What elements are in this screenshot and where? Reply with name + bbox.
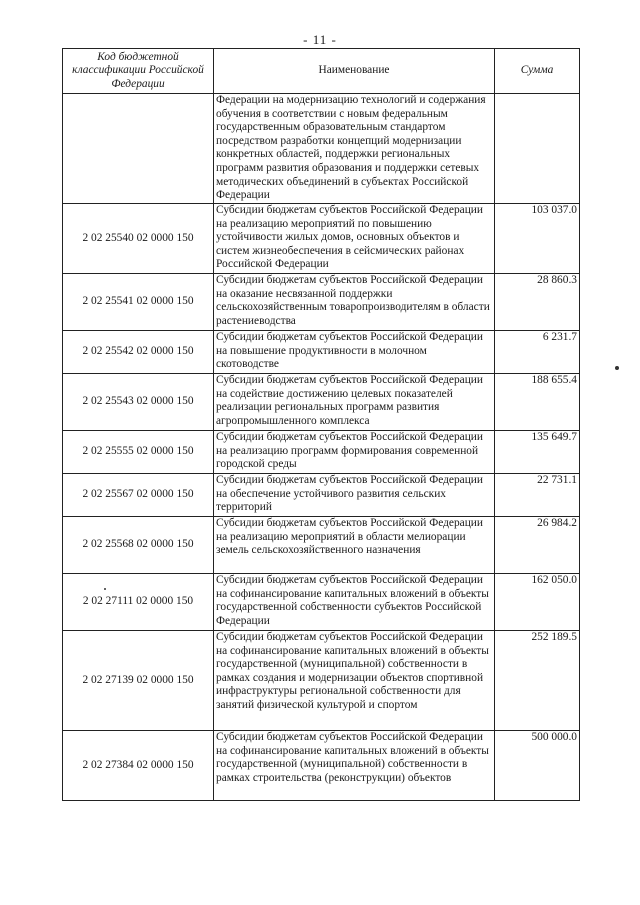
table-row: [63, 574, 580, 631]
row-code: 2 02 25541 02 0000 150: [63, 274, 214, 331]
scan-speck-dot: [615, 366, 619, 370]
row-amount: 135 649.7: [495, 431, 580, 474]
row-amount: 26 984.2: [495, 517, 580, 574]
row-code: [63, 94, 214, 204]
table-row: [63, 374, 580, 431]
table-row: [63, 474, 580, 517]
row-code: 2 02 25543 02 0000 150: [63, 374, 214, 431]
table-row: [63, 274, 580, 331]
table-header-row: [63, 49, 580, 94]
scan-speck-dot: [104, 588, 106, 590]
row-code: 2 02 25568 02 0000 150: [63, 517, 214, 574]
row-amount: 28 860.3: [495, 274, 580, 331]
row-code: 2 02 27111 02 0000 150: [63, 574, 214, 631]
row-name: Субсидии бюджетам субъектов Российской Федерации на реализацию программ формирования современной городской среды: [214, 431, 495, 474]
header-code: Код бюджетной классификации Российской Федерации: [63, 49, 214, 94]
row-code: 2 02 25555 02 0000 150: [63, 431, 214, 474]
row-amount: [495, 94, 580, 204]
table-row: [63, 94, 580, 204]
row-amount: 162 050.0: [495, 574, 580, 631]
row-code: 2 02 25567 02 0000 150: [63, 474, 214, 517]
row-name: Субсидии бюджетам субъектов Российской Федерации на повышение продуктивности в молочном скотоводстве: [214, 331, 495, 374]
row-name: Субсидии бюджетам субъектов Российской Федерации на софинансирование капитальных вложений в объекты государственной (муниципальной) собственности в рамках строительства (реконструкции) объектов: [214, 731, 495, 801]
row-code: 2 02 27139 02 0000 150: [63, 631, 214, 731]
table-row: [63, 431, 580, 474]
table-row: [63, 731, 580, 801]
row-code: 2 02 27384 02 0000 150: [63, 731, 214, 801]
row-code: 2 02 25542 02 0000 150: [63, 331, 214, 374]
header-name: Наименование: [214, 49, 495, 94]
budget-table: [62, 48, 580, 801]
row-amount: 6 231.7: [495, 331, 580, 374]
table-row: [63, 631, 580, 731]
row-name: Субсидии бюджетам субъектов Российской Федерации на оказание несвязанной поддержки сельскохозяйственным товаропроизводителям в области растениеводства: [214, 274, 495, 331]
row-code: 2 02 25540 02 0000 150: [63, 204, 214, 274]
row-name: Субсидии бюджетам субъектов Российской Федерации на реализацию мероприятий в области мелиорации земель сельскохозяйственного назначения: [214, 517, 495, 574]
row-amount: 252 189.5: [495, 631, 580, 731]
row-amount: 22 731.1: [495, 474, 580, 517]
row-amount: 500 000.0: [495, 731, 580, 801]
row-name: Субсидии бюджетам субъектов Российской Федерации на софинансирование капитальных вложений в объекты государственной (муниципальной) собственности в рамках создания и модернизации объектов спортивной инфраструктуры региональной собственности для занятий физической культурой и спортом: [214, 631, 495, 731]
row-amount: 188 655.4: [495, 374, 580, 431]
table-row: [63, 204, 580, 274]
row-name: Субсидии бюджетам субъектов Российской Федерации на реализацию мероприятий по повышению устойчивости жилых домов, основных объектов и систем жизнеобеспечения в сейсмических районах Российской Федерации: [214, 204, 495, 274]
header-amount: Сумма: [495, 49, 580, 94]
row-amount: 103 037.0: [495, 204, 580, 274]
row-name: Субсидии бюджетам субъектов Российской Федерации на софинансирование капитальных вложений в объекты государственной собственности субъектов Российской Федерации: [214, 574, 495, 631]
table-row: [63, 517, 580, 574]
page-number: - 11 -: [303, 32, 337, 47]
row-name: Субсидии бюджетам субъектов Российской Федерации на содействие достижению целевых показателей реализации региональных программ развития агропромышленного комплекса: [214, 374, 495, 431]
row-name: Федерации на модернизацию технологий и содержания обучения в соответствии с новым федеральным государственным образовательным стандартом посредством разработки концепций модернизации конкретных областей, поддержки региональных программ развития образования и поддержки сетевых методических объединений в субъектах Российской Федерации: [214, 94, 495, 204]
row-name: Субсидии бюджетам субъектов Российской Федерации на обеспечение устойчивого развития сельских территорий: [214, 474, 495, 517]
table-row: [63, 331, 580, 374]
